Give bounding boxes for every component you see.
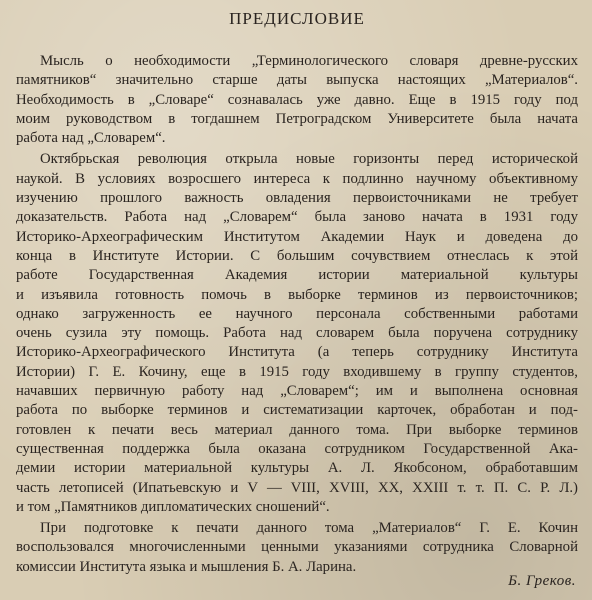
- text-line: Историко-Археографического Института (а теперь сотруднику Института: [16, 344, 578, 361]
- text-line: очень сузила эту помощь. Работа над словарем была поручена сотруднику: [16, 325, 578, 342]
- text-line: конца в Институте Истории. С большим сочувствием отнеслась к этой: [16, 247, 578, 264]
- text-line: демии истории материальной культуры А. Л. Якобсоном, обработавшим: [16, 460, 578, 477]
- text-line: существенная поддержка была оказана сотрудником Государственной Ака-: [16, 440, 578, 457]
- text-line: воспользовался многочисленными ценными указаниями сотрудника Словарной: [16, 539, 578, 556]
- text-line: начавших первичную работу над „Словарем“; им и выполнена основная: [16, 383, 578, 400]
- text-line: памятников“ значительно старше даты выпуска настоящих „Материалов“.: [16, 72, 578, 89]
- text-line: наукой. В условиях возросшего интереса к подлинно научному объективному: [16, 170, 578, 187]
- text-line: однако загруженность ее научного персонала собственными работами: [16, 305, 578, 322]
- text-line: Октябрьская революция открыла новые горизонты перед исторической: [40, 151, 578, 168]
- text-line: часть летописей (Ипатьевскую и V — VIII, XVIII, XX, XXIII т. т. П. С. Р. Л.): [16, 479, 578, 496]
- text-line: работа над „Словарем“.: [16, 130, 166, 147]
- text-line: моим руководством в тогдашнем Петроградском Университете была начата: [16, 110, 578, 127]
- paragraph-2: [16, 150, 578, 517]
- signature: Б. Греков.: [508, 573, 576, 589]
- text-line: комиссии Института языка и мышления Б. А. Ларина.: [16, 558, 357, 575]
- text-line: и том „Памятников дипломатических сношений“.: [16, 498, 330, 515]
- text-line: При подготовке к печати данного тома „Материалов“ Г. Е. Кочин: [40, 520, 578, 537]
- paragraph-1: [16, 52, 578, 148]
- text-line: изучению прошлого важность овладения первоисточниками не требует: [16, 190, 578, 207]
- text-line: работа по выборке терминов и систематизации карточек, обработан и под-: [16, 402, 578, 419]
- text-line: и изъявила готовность помочь в выборке терминов из первоисточников;: [16, 286, 578, 303]
- text-line: Мысль о необходимости „Терминологического словаря древне-русских: [40, 53, 578, 69]
- text-line: готовлен к печати весь материал данного тома. При выборке терминов: [16, 421, 578, 438]
- text-line: Историко-Археографическим Институтом Академии Наук и доведена до: [16, 228, 578, 245]
- text-line: Истории) Г. Е. Кочину, еще в 1915 году входившему в группу студентов,: [16, 363, 578, 380]
- text-line: работе Государственная Академия истории материальной культуры: [16, 267, 578, 284]
- paragraph-3: [16, 519, 578, 577]
- text-line: доказательств. Работа над „Словарем“ была заново начата в 1931 году: [16, 209, 578, 226]
- page-title: ПРЕДИСЛОВИЕ: [229, 9, 365, 28]
- text-line: Необходимость в „Словаре“ сознавалась уже давно. Еще в 1915 году под: [16, 91, 578, 108]
